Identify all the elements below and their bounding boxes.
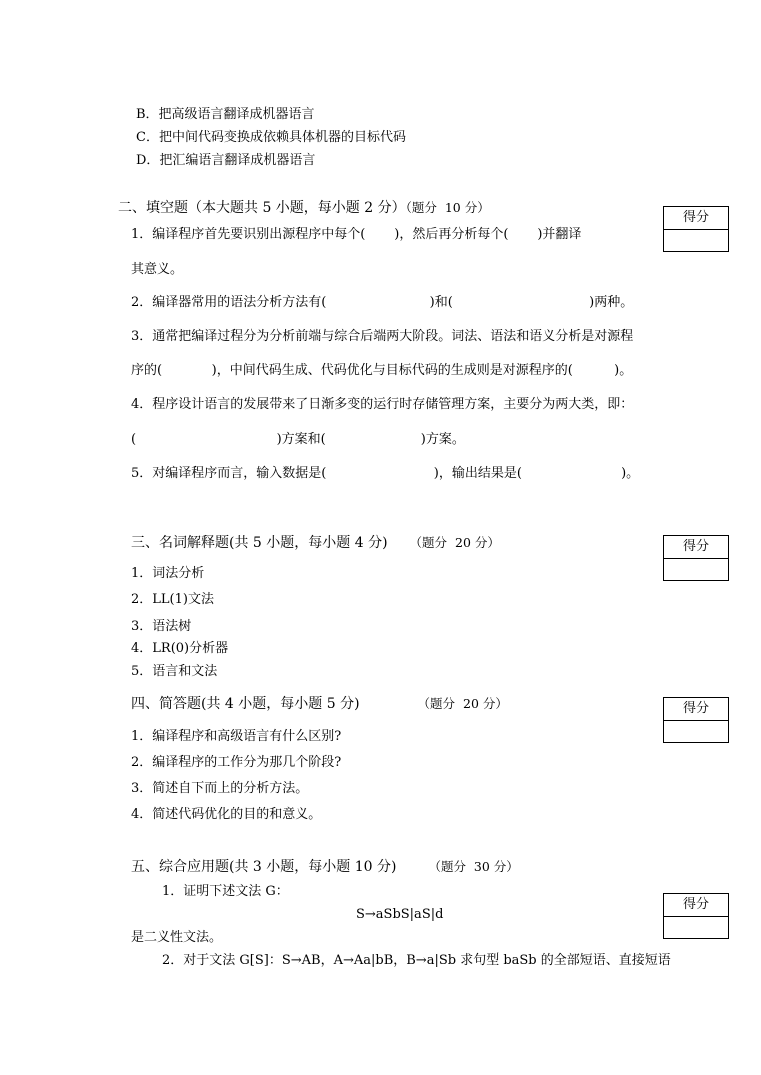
fill-q3-line1: 3．通常把编译过程分为分析前端与综合后端两大阶段。词法、语法和语义分析是对源程 bbox=[131, 329, 634, 344]
score-box-section4 bbox=[663, 697, 729, 743]
fill-q2: 2．编译器常用的语法分析方法有( )和( )两种。 bbox=[131, 295, 634, 310]
section2-heading bbox=[118, 198, 490, 218]
fill-q3-line2: 序的( )，中间代码生成、代码优化与目标代码的生成则是对源程序的( )。 bbox=[131, 363, 633, 378]
section4-points: （题分 20 分） bbox=[417, 696, 508, 711]
term-item: 5．语言和文法 bbox=[131, 664, 218, 679]
fill-q1-line1: 1．编译程序首先要识别出源程序中每个( )，然后再分析每个( )并翻译 bbox=[131, 227, 582, 242]
score-box-label: 得分 bbox=[664, 698, 728, 721]
score-box-label: 得分 bbox=[664, 207, 728, 230]
score-box-section5 bbox=[663, 893, 729, 939]
section2-points: （题分 10 分） bbox=[405, 200, 490, 215]
application-q1-tail: 是二义性文法。 bbox=[131, 930, 223, 945]
short-answer-item: 2．编译程序的工作分为那几个阶段? bbox=[131, 755, 342, 770]
term-item: 4．LR(0)分析器 bbox=[131, 641, 229, 656]
section4-title: 四、简答题(共 4 小题，每小题 5 分) bbox=[131, 696, 360, 712]
section2-title: 二、填空题（本大题共 5 小题，每小题 2 分） bbox=[118, 200, 406, 216]
grammar-production: S→aSbS|aS|d bbox=[356, 907, 444, 922]
application-q2: 2．对于文法 G[S]：S→AB，A→Aa|bB，B→a|Sb 求句型 baSb 的全部短语、直接短语 bbox=[162, 953, 671, 968]
option-b: B．把高级语言翻译成机器语言 bbox=[136, 107, 315, 122]
option-d: D．把汇编语言翻译成机器语言 bbox=[136, 153, 316, 168]
term-item: 2．LL(1)文法 bbox=[131, 592, 214, 607]
application-q1-intro: 1．证明下述文法 G： bbox=[162, 884, 289, 899]
fill-q5: 5．对编译程序而言，输入数据是( )，输出结果是( )。 bbox=[131, 466, 640, 481]
short-answer-item: 3．简述自下而上的分析方法。 bbox=[131, 781, 309, 796]
term-item: 1．词法分析 bbox=[131, 566, 205, 581]
term-item: 3．语法树 bbox=[131, 619, 192, 634]
fill-q4-line2: ( )方案和( )方案。 bbox=[131, 432, 465, 447]
section4-heading bbox=[131, 694, 508, 714]
section3-title: 三、名词解释题(共 5 小题，每小题 4 分) bbox=[131, 535, 388, 551]
fill-q4-line1: 4．程序设计语言的发展带来了日渐多变的运行时存储管理方案，主要分为两大类，即： bbox=[131, 397, 634, 412]
short-answer-item: 1．编译程序和高级语言有什么区别? bbox=[131, 729, 342, 744]
section5-title: 五、综合应用题(共 3 小题，每小题 10 分) bbox=[131, 859, 397, 875]
section5-points: （题分 30 分） bbox=[428, 859, 519, 874]
score-box-section3 bbox=[663, 535, 729, 581]
score-box-label: 得分 bbox=[664, 894, 728, 917]
option-c: C．把中间代码变换成依赖具体机器的目标代码 bbox=[136, 130, 406, 145]
score-box-label: 得分 bbox=[664, 536, 728, 559]
score-box-section2 bbox=[663, 206, 729, 252]
section5-heading bbox=[131, 857, 519, 877]
fill-q1-line2: 其意义。 bbox=[131, 262, 184, 277]
section3-heading bbox=[131, 533, 500, 553]
section3-points: （题分 20 分） bbox=[409, 535, 500, 550]
short-answer-item: 4．简述代码优化的目的和意义。 bbox=[131, 807, 322, 822]
